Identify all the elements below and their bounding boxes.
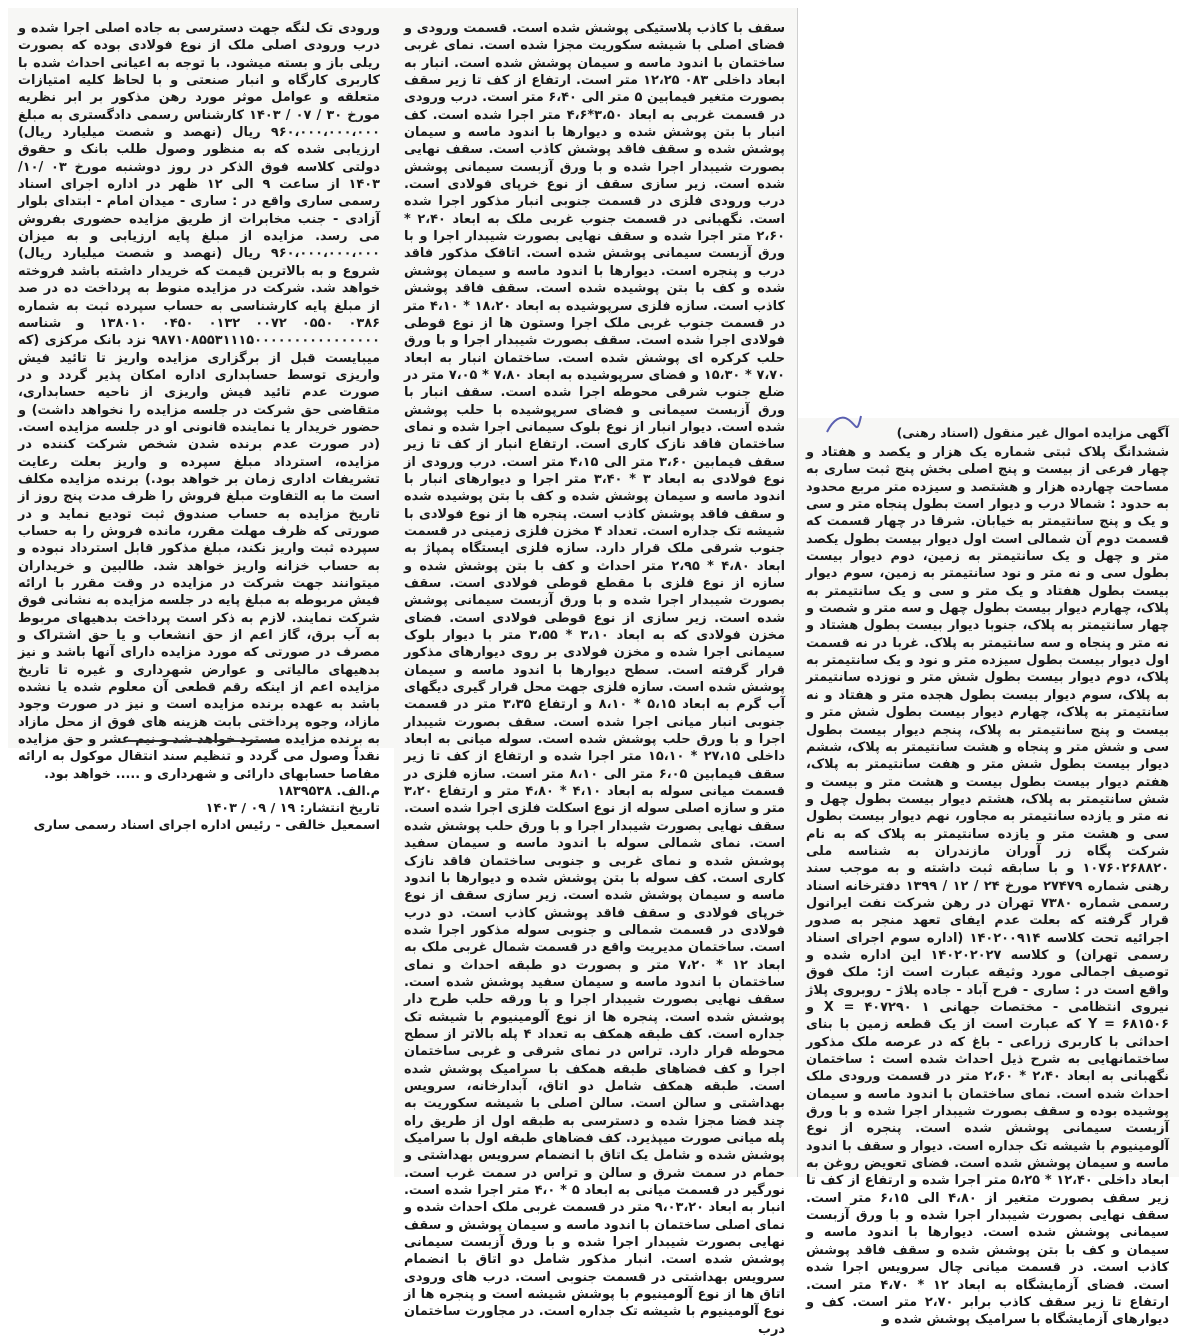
reference-number: م.الف. ۱۸۳۹۵۳۸ (277, 784, 380, 800)
notice-title: آگهی مزایده اموال غیر منقول (اسناد رهنی) (896, 425, 1169, 440)
notice-column-middle (394, 8, 798, 1337)
notice-body-right: ششدانگ پلاک ثبتی شماره یک هزار و یکصد و هفتاد و چهار فرعی از بیست و پنج اصلی بخش پنج ثبت ساری به مساحت چهارده هزار و هشتصد و سیزده متر مربع محدود به حدود : شمالا درب و دیوار است بطول پنجاه متر و سی و یک و پنج سانتیمتر به خیابان. شرقا در چهار قسمت که قسمت دوم آن شمالی است اول دیوار بیست بطول یکصد متر و چهل و یک سانتیمتر به زمین، دوم دیوار بیست بطول سی و نه متر و نود سانتیمتر به زمین، سوم دیوار بیست بطول هفتاد و یک متر و سی و یک سانتیمتر به پلاک، چهارم دیوار بیست بطول چهل و سه متر و شصت و چهار سانتیمتر به پلاک، جنوبا دیوار بیست بطول هشتاد و نه متر و پنجاه و سه سانتیمتر به پلاک. غربا در نه قسمت اول دیوار بیست بطول سیزده متر و نود و یک سانتیمتر به پلاک، دوم دیوار بیست بطول شش متر و نوزده سانتیمتر به پلاک، سوم دیوار بیست بطول هجده متر و هفتاد و نه سانتیمتر به پلاک، چهارم دیوار بیست بطول شش متر و بیست و پنج سانتیمتر به پلاک، پنجم دیوار بیست بطول سی و شش متر و پنجاه و هشت سانتیمتر به پلاک، ششم دیوار بیست بطول شش متر و هفت سانتیمتر به پلاک، هفتم دیوار بیست بطول بیست و هشت متر و بیست و شش سانتیمتر به پلاک، هشتم دیوار بیست بطول چهل و نه متر و یازده سانتیمتر به مجاور، نهم دیوار بیست بطول سی و هشت متر و یازده سانتیمتر به پلاک که به نام شرکت پگاه زر آوران مازندران به شناسه ملی ۱۰۷۶۰۲۶۸۸۲۰ و با سابقه ثبت داشته و به موجب سند رهنی شماره ۲۷۴۷۹ مورخ ۲۴ / ۱۲ / ۱۳۹۹ دفترخانه اسناد رسمی شماره ۷۳۸۰ تهران در رهن شرکت نفت ایرانول قرار گرفته که بعلت عدم ایفای تعهد منجر به صدور اجرائیه تحت کلاسه ۱۴۰۲۰۰۹۱۴ (اداره سوم اجرای اسناد رسمی تهران) و کلاسه ۱۴۰۲۰۲۰۲۷ این اداره شده و توصیف اجمالی مورد وثیقه عبارت است از: ملک فوق واقع است در : ساری - فرح آباد - جاده پلاژ - روبروی پلاژ نیروی انتظامی - مختصات جهانی ۱ ۴۰۷۲۹۰ = X و ۶۸۱۵۰۶ = Y که عبارت است از یک قطعه زمین با بنای احداثی با کاربری زراعی - باغ که در عرصه ملک مذکور ساختمانهایی به شرح ذیل احداث شده است : ساختمان نگهبانی به ابعاد ۲،۴۰ * ۲،۶۰ متر در قسمت ورودی ملک احداث شده است. نمای ساختمان با اندود ماسه و سیمان پوشیده بوده و سقف بصورت شیبدار اجرا شده و با ورق آزبست سیمانی پوشش شده است. پنجره از نوع آلومینیوم با شیشه تک جداره است. دیوار و سقف با اندود ماسه و سیمان پوشش شده است. فضای تعویض روغن به ابعاد داخلی ۱۲،۴۰ * ۵،۲۵ متر اجرا شده و ارتفاع از کف تا زیر سقف بصورت متغیر از ۴،۸۰ الی ۶،۱۵ متر است. سقف نهایی بصورت شیبدار اجرا شده و با ورق آزبست سیمانی پوشش شده است. دیوارها با اندود ماسه و سیمان و کف با بتن پوشش شده و سقف فاقد پوشش کاذب است. در قسمت میانی چال سرویس اجرا شده است. فضای آزمایشگاه به ابعاد ۱۲ * ۴،۷۰ متر است. ارتفاع تا زیر سقف کاذب برابر ۲،۷۰ متر است. کف و دیوارهای آزمایشگاه با سرامیک پوشش شده و (806, 445, 1170, 1328)
blank-area-top-right (798, 8, 1179, 418)
closing-rule (128, 740, 278, 742)
publication-date: تاریخ انتشار: ۱۹ / ۰۹ / ۱۴۰۳ (205, 801, 380, 817)
notice-column-left (8, 8, 394, 834)
notice-body-middle: سقف با کاذب پلاستیکی پوشش شده است. قسمت ورودی و فضای اصلی با شیشه سکوریت مجزا شده است. نمای غربی ساختمان با اندود ماسه و سیمان پوشش شده است. انبار به ابعاد داخلی ۰۸۳ ۱۲،۲۵ متر است. ارتفاع از کف تا زیر سقف بصورت متغیر فیمابین ۵ متر الی ۶،۴۰ متر است. درب ورودی در قسمت غربی به ابعاد ۳،۵۰*۴،۶ متر اجرا شده است. کف انبار با بتن پوشش شده و دیوارها با اندود ماسه و سیمان پوشش شده و سقف فاقد پوشش کاذب است. سقف نهایی بصورت شیبدار اجرا شده و با ورق آزبست سیمانی پوشش شده است. زیر سازی سقف از نوع خرپای فولادی است. درب ورودی فلزی در قسمت جنوبی انبار مذکور اجرا شده است. نگهبانی در قسمت جنوب غربی ملک به ابعاد ۲،۴۰ * ۲،۶۰ متر اجرا شده و سقف نهایی بصورت شیبدار اجرا و با ورق آزبست سیمانی پوشش شده است. اتاقک مذکور فاقد درب و پنجره است. دیوارها با اندود ماسه و سیمان پوشش شده و کف با بتن پوشیده شده است. سقف فاقد پوشش کاذب است. سازه فلزی سرپوشیده به ابعاد ۱۸،۲۰ * ۴،۱۰ متر در قسمت جنوب غربی ملک اجرا وستون ها از نوع قوطی فولادی اجرا شده است. سقف بصورت شیبدار اجرا و با ورق حلب کرکره ای پوشش شده است. ساختمان انبار به ابعاد ۷،۷۰ * ۱۵،۳۰ و فضای سرپوشیده به ابعاد ۷،۸۰ * ۷،۰۵ متر در ضلع جنوب شرقی محوطه اجرا شده است. سقف انبار با ورق آزبست سیمانی و فضای سرپوشیده با حلب پوشش شده است. دیوار انبار از نوع بلوک سیمانی اجرا شده و نمای ساختمان فاقد نازک کاری است. ارتفاع انبار از کف تا زیر سقف فیمابین ۳،۶۰ متر الی ۴،۱۵ متر است. درب ورودی از نوع فولادی به ابعاد ۳ * ۳،۴۰ متر اجرا و دیوارهای انبار با اندود ماسه و سیمان پوشش شده و کف با بتن پوشیده شده و سقف فاقد پوشش کاذب است. پنجره ها از نوع فولادی با شیشه تک جداره است. تعداد ۴ مخزن فلزی زمینی در قسمت جنوب شرقی ملک قرار دارد. سازه فلزی ایستگاه پمپاژ به ابعاد ۴،۸۰ * ۲،۹۵ متر احداث و کف با بتن پوشش شده و سازه از نوع فلزی با مقطع قوطی فولادی است. سقف بصورت شیبدار اجرا شده و با ورق آزبست سیمانی پوشش شده است. زیر سازی از نوع قوطی فولادی است. فضای مخزن فولادی که به ابعاد ۳،۱۰ * ۳،۵۵ متر با دیوار بلوک سیمانی اجرا شده و مخزن فولادی بر روی دیوارهای مذکور قرار گرفته است. سطح دیوارها با اندود ماسه و سیمان پوشش شده است. سازه فلزی جهت محل قرار گیری دیگهای آب گرم به ابعاد ۵،۱۵ * ۸،۱۰ و ارتفاع ۳،۳۵ متر در قسمت جنوبی انبار میانی اجرا شده است. سقف بصورت شیبدار اجرا و با ورق حلب پوشش شده است. سوله میانی به ابعاد داخلی ۲۷،۱۵ * ۱۵،۱۰ متر اجرا شده و ارتفاع از کف تا زیر سقف فیمابین ۶،۰۵ متر الی ۸،۱۰ متر است. سازه فلزی در قسمت میانی سوله به ابعاد ۴،۱۰ * ۴،۸۰ متر و ارتفاع ۳،۲۰ متر و سازه اصلی سوله از نوع اسکلت فلزی اجرا شده است. سقف نهایی بصورت شیبدار اجرا و با ورق حلب پوشش شده است. نمای شمالی سوله با اندود ماسه و سیمان سفید پوشش شده و نمای غربی و جنوبی ساختمان فاقد نازک کاری است. کف سوله با بتن پوشش شده و دیوارها با اندود ماسه و سیمان پوشش شده است. زیر سازی سقف از نوع خرپای فولادی و سقف فاقد پوشش کاذب است. دو درب فولادی در قسمت شمالی و جنوبی سوله مذکور اجرا شده است. ساختمان مدیریت واقع در قسمت شمال غربی ملک به ابعاد ۱۲ * ۷،۲۰ متر و بصورت دو طبقه احداث و نمای ساختمان با اندود ماسه و سیمان سفید پوشش شده است. سقف نهایی بصورت شیبدار اجرا و با ورقه حلب طرح دار پوشش شده است. پنجره ها از نوع آلومینیوم با شیشه تک جداره است. کف طبقه همکف به تعداد ۴ پله بالاتر از سطح محوطه قرار دارد. تراس در نمای شرقی و غربی ساختمان اجرا و کف فضاهای طبقه همکف با سرامیک پوشش شده است. طبقه همکف شامل دو اتاق، آبدارخانه، سرویس بهداشتی و سالن است. سالن اصلی با شیشه سکوریت به چند فضا مجزا شده و دسترسی به طبقه اول از طریق راه پله میانی صورت میپذیرد. کف فضاهای طبقه اول با سرامیک پوشش شده و شامل یک اتاق با انضمام سرویس بهداشتی و حمام در سمت شرق و سالن و تراس در سمت غرب است. نورگیر در قسمت میانی به ابعاد ۵ * ۴،۰ متر اجرا شده است. انبار به ابعاد ۹،۰۳،۲۰ متر در قسمت غربی ملک احداث شده و نمای اصلی ساختمان با اندود ماسه و سیمان پوشش و سقف نهایی بصورت شیبدار اجرا شده و با ورق آزبست سیمانی پوشش شده است. انبار مذکور شامل دو اتاق با انضمام سرویس بهداشتی در قسمت جنوبی است. درب های ورودی اتاق ها از نوع آلومینیوم با پوشش شیشه است و پنجره ها از نوع آلومینیوم با شیشه تک جداره است. در مجاورت ساختمان درب (404, 21, 786, 1337)
signature-line: اسمعیل خالقی - رئیس اداره اجرای اسناد رسمی ساری (33, 818, 380, 834)
notice-header (806, 418, 1169, 444)
notice-column-right (798, 418, 1179, 1328)
pen-mark-icon (823, 410, 863, 438)
notice-body-left: ورودی تک لنگه جهت دسترسی به جاده اصلی اجرا شده و درب ورودی اصلی ملک از نوع فولادی بوده که بصورت ریلی باز و بسته میشود. با توجه به اعیانی احداث شده با کاربری کارگاه و انبار صنعتی و با لحاظ کلیه امتیازات متعلقه و عوامل موثر مورد رهن مذکور بر ابر نظریه مورخ ۳۰ / ۰۷ / ۱۴۰۳ کارشناس رسمی دادگستری به مبلغ ۹۶۰،۰۰۰،۰۰۰،۰۰۰ ریال (نهصد و شصت میلیارد ریال) ارزیابی شده که به منظور وصول طلب بانک و حقوق دولتی کلاسه فوق الذکر در روز دوشنبه مورخ ۰۳ /۱۰/ ۱۴۰۳ از ساعت ۹ الی ۱۲ ظهر در اداره اجرای اسناد رسمی ساری واقع در : ساری - میدان امام - ابتدای بلوار آزادی - جنب مخابرات از طریق مزایده حضوری بفروش می رسد. مزایده از مبلغ پایه ارزیابی و به میزان ۹۶۰،۰۰۰،۰۰۰،۰۰۰ ریال (نهصد و شصت میلیارد ریال) شروع و به بالاترین قیمت که خریدار داشته باشد فروخته خواهد شد. شرکت در مزایده منوط به پرداخت ده در صد از مبلغ پایه کارشناسی به حساب سپرده ثبت به شماره ۰۳۸۶ ۰۵۵۰ ۰۰۷۲ ۰۱۳۲ ۰۴۵۰ ۱۳۸۰۱۰ و شناسه ۹۸۷۱۰۸۵۵۳۱۱۱۵۰۰۰۰۰۰۰۰۰۰۰۰۰۰۰۰ نزد بانک مرکزی (که میبایست قبل از برگزاری مزایده واریز تا تائید فیش واریزی توسط حسابداری اداره امکان پذیر گردد و در صورت عدم تائید فیش واریزی از ناحیه حسابداری، متقاضی حق شرکت در جلسه مزایده را نخواهد داشت) و حضور خریدار یا نماینده قانونی او در جلسه مزایده است. (در صورت عدم برنده شدن شخص شرکت کننده در مزایده، استرداد مبلغ سپرده و واریز بعلت رعایت تشریفات اداری زمان بر خواهد بود.) برنده مزایده مکلف است ما به التفاوت مبلغ فروش را ظرف مدت پنج روز از تاریخ مزایده به حساب صندوق ثبت تودیع نماید و در صورتی که ظرف مهلت مقرر، مانده فروش را به حساب سپرده ثبت واریز نکند، مبلغ مذکور قابل استرداد نبوده و به حساب خزانه واریز خواهد شد. طالبین و خریداران میتوانند جهت شرکت در مزایده در وقت مقرر با ارائه فیش مربوطه به مبلغ پایه در جلسه مزایده به نشانی فوق شرکت نمایند. لازم به ذکر است پرداخت بدهیهای مربوط به آب برق، گاز اعم از حق انشعاب و یا حق اشتراک و مصرف در صورتی که مورد مزایده دارای آنها باشد و نیز بدهیهای مالیاتی و عوارض شهرداری و غیره تا تاریخ مزایده اعم از اینکه رقم قطعی آن معلوم شده یا نشده باشد به عهده برنده مزایده است و نیز در صورت وجود مازاد، وجوه پرداختی بابت هزینه های فوق از محل مازاد به برنده مزایده مسترد خواهد شد و نیم عشر و حق مزایده نقداً وصول می گردد و تنظیم سند انتقال موکول به ارائه مفاصا حسابهای دارائی و شهرداری و ..... خواهد بود. (18, 21, 381, 782)
